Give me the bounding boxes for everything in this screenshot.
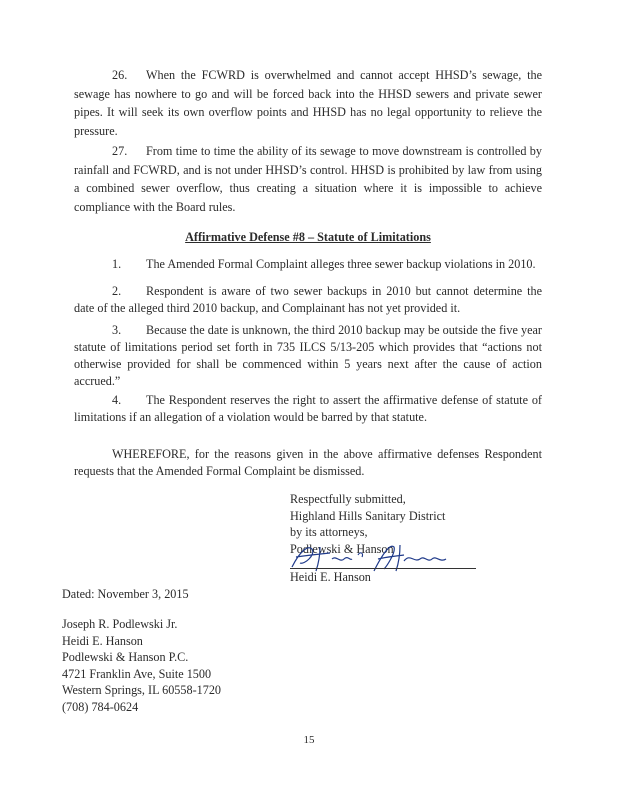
address-line: Joseph R. Podlewski Jr. (62, 617, 178, 631)
paragraph-number: 1. (112, 257, 122, 271)
address-line: 4721 Franklin Ave, Suite 1500 (62, 666, 212, 681)
paragraph-27 (74, 142, 542, 216)
paragraph-text: The Amended Formal Complaint alleges three sewer backup violations in 2010. (146, 257, 536, 271)
address-line: (708) 784-0624 (62, 699, 139, 714)
wherefore-clause (74, 446, 542, 480)
paragraph-text: The Respondent reserves the right to assert the affirmative defense of statute of limitations if an allegation of a violation would be barred by that statute. (74, 393, 542, 424)
defense-paragraph-2 (74, 283, 542, 317)
address-line: Podlewski & Hanson P.C. (62, 650, 189, 664)
defense-paragraph-4 (74, 392, 542, 426)
paragraph-number: 3. (112, 323, 122, 337)
address-line: Heidi E. Hanson (62, 633, 143, 648)
attorney-address-block (62, 616, 221, 715)
paragraph-number: 2. (112, 284, 122, 298)
address-line: Western Springs, IL 60558-1720 (62, 683, 222, 697)
wherefore-text: WHEREFORE, for the reasons given in the above affirmative defenses Respondent requests that the Amended Formal Complaint be dismissed. (74, 447, 542, 478)
signer-name: Heidi E. Hanson (290, 570, 371, 584)
organization-line: Highland Hills Sanitary District (290, 508, 446, 523)
paragraph-26 (74, 66, 542, 140)
closing-line: Respectfully submitted, (290, 492, 406, 506)
attorneys-line: by its attorneys, (290, 525, 368, 539)
section-heading: Affirmative Defense #8 – Statute of Limitations (185, 230, 431, 244)
page-number: 15 (303, 734, 315, 746)
firm-line: Podlewski & Hanson (290, 541, 394, 556)
paragraph-text: When the FCWRD is overwhelmed and cannot accept HHSD’s sewage, the sewage has nowhere to go and will be forced back into the HHSD sewers and private sewer pipes. It will seek its own overflow points and HHSD has no legal opportunity to relieve the pressure. (74, 68, 542, 138)
paragraph-text: From time to time the ability of its sewage to move downstream is controlled by rainfall and FCWRD, and is not under HHSD’s control. HHSD is prohibited by law from using a combined sewer overflow, thus creating a situation where it is impossible to achieve compliance with the Board rules. (74, 144, 542, 214)
paragraph-number: 26. (112, 68, 128, 82)
paragraph-number: 27. (112, 144, 128, 158)
defense-paragraph-1 (74, 255, 542, 274)
paragraph-text: Respondent is aware of two sewer backups in 2010 but cannot determine the date of the alleged third 2010 backup, and Complainant has not yet provided it. (74, 284, 542, 315)
paragraph-number: 4. (112, 393, 122, 407)
defense-paragraph-3 (74, 322, 542, 390)
date-line: Dated: November 3, 2015 (62, 587, 189, 601)
paragraph-text: Because the date is unknown, the third 2010 backup may be outside the five year statute of limitations period set forth in 735 ILCS 5/13-205 which provides that “actions not otherwise provided for shall be commenced within 5 years next after the cause of action accrued.” (74, 323, 542, 388)
